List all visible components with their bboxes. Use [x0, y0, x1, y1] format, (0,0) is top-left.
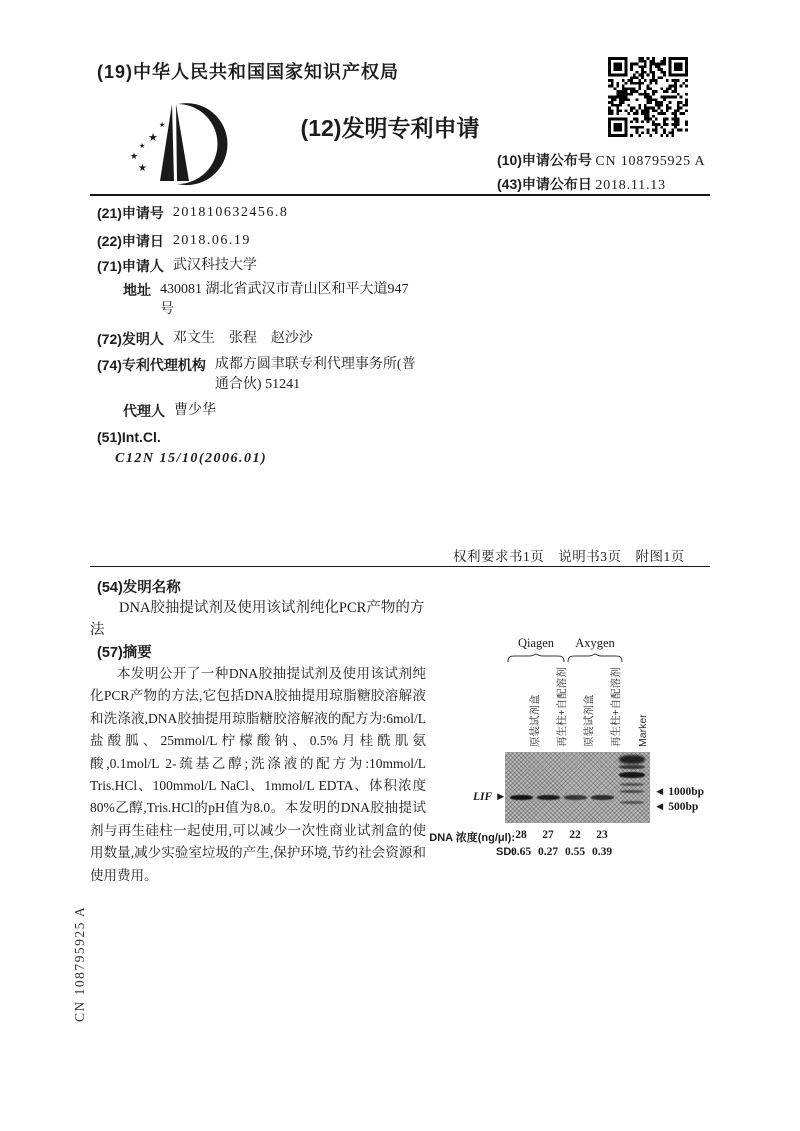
sd-label: SD:	[496, 846, 515, 858]
gel-figure	[420, 633, 780, 883]
address-row	[123, 280, 419, 320]
intcl-value: C12N 15/10(2006.01)	[115, 451, 268, 466]
lane-label-1: 原装试剂盒	[529, 694, 541, 747]
application-date-label: (22)申请日	[97, 233, 164, 249]
lif-label: LIF	[473, 791, 493, 803]
sample-band-3	[564, 795, 587, 800]
marker-smear	[619, 755, 645, 764]
lane-label-4: 再生柱+自配溶剂	[610, 667, 622, 747]
application-number-value: 201810632456.8	[172, 205, 289, 220]
section-divider	[90, 566, 710, 567]
left-arrow-icon: ◄	[654, 786, 666, 798]
logo-star-icon: ★	[159, 121, 166, 129]
logo-star-icon: ★	[138, 163, 147, 174]
invention-title: DNA胶抽提试剂及使用该试剂纯化PCR产物的方法	[90, 600, 425, 638]
document-type-title: (12)发明专利申请	[300, 115, 480, 141]
sample-band-4	[591, 795, 614, 800]
applicant-row	[97, 256, 427, 276]
brace-axygen	[567, 653, 623, 663]
publication-number-value: CN 108795925 A	[595, 154, 706, 169]
logo-star-icon: ★	[139, 142, 146, 150]
applicant-value: 武汉科技大学	[172, 258, 257, 273]
dna-concentration-label: DNA 浓度(ng/μl):	[429, 832, 515, 844]
application-date-value: 2018.06.19	[172, 233, 251, 248]
application-number-row	[97, 203, 427, 223]
sd-value-1: 0.65	[510, 846, 532, 858]
patent-office-name: (19)中华人民共和国国家知识产权局	[97, 62, 400, 82]
dna-concentration-value-3: 22	[569, 829, 581, 841]
intcl-value-row	[115, 449, 445, 469]
address-label: 地址	[123, 282, 151, 298]
lane-label-marker: Marker	[637, 714, 649, 747]
marker-500bp-label: 500bp	[668, 801, 699, 813]
right-arrow-icon: ►	[495, 791, 507, 803]
agent-value: 曹少华	[174, 403, 216, 418]
publication-date-label: (43)申请公布日	[497, 176, 592, 192]
dna-concentration-value-4: 23	[596, 829, 608, 841]
left-arrow-icon: ◄	[654, 801, 666, 813]
intcl-label: (51)Int.Cl.	[97, 429, 161, 445]
dna-concentration-value-1: 28	[515, 829, 527, 841]
marker-band	[620, 790, 644, 793]
marker-500bp	[654, 801, 698, 813]
pages-summary: 权利要求书1页 说明书3页 附图1页	[453, 549, 685, 564]
header-divider	[90, 194, 710, 196]
marker-1000bp-label: 1000bp	[668, 786, 705, 798]
inventors-value: 邓文生 张程 赵沙沙	[172, 331, 313, 346]
address-value: 430081 湖北省武汉市青山区和平大道947号	[160, 282, 409, 317]
group-label-qiagen: Qiagen	[517, 636, 555, 650]
sample-band-1	[510, 795, 533, 800]
application-date-row	[97, 231, 427, 251]
marker-band	[620, 783, 644, 786]
agency-label: (74)专利代理机构	[97, 357, 206, 373]
gel-image	[505, 752, 650, 823]
brace-qiagen	[507, 653, 565, 663]
publication-date-value: 2018.11.13	[595, 178, 666, 193]
publication-date-row	[497, 174, 666, 194]
group-label-axygen: Axygen	[575, 636, 615, 650]
marker-band	[619, 765, 645, 769]
logo-star-icon: ★	[148, 132, 158, 144]
lane-label-2: 再生柱+自配溶剂	[556, 667, 568, 747]
sample-band-2	[537, 795, 560, 800]
marker-band	[619, 772, 645, 778]
agent-label: 代理人	[123, 403, 165, 419]
abstract-label: (57)摘要	[97, 645, 152, 661]
agency-row	[97, 355, 427, 395]
application-number-label: (21)申请号	[97, 205, 164, 221]
sd-value-4: 0.39	[591, 846, 613, 858]
cnipa-logo	[126, 99, 228, 189]
lif-pointer	[473, 791, 506, 803]
sd-value-2: 0.27	[537, 846, 559, 858]
applicant-label: (71)申请人	[97, 258, 164, 274]
side-publication-number: CN 108795925 A	[72, 905, 87, 1022]
dna-concentration-value-2: 27	[542, 829, 554, 841]
logo-star-icon: ★	[130, 151, 139, 161]
inventors-label: (72)发明人	[97, 331, 164, 347]
invention-title-label: (54)发明名称	[97, 580, 181, 596]
agent-row	[123, 401, 453, 421]
marker-1000bp	[654, 786, 704, 798]
lane-label-3: 原装试剂盒	[583, 694, 595, 747]
qr-code	[608, 57, 688, 137]
sd-value-3: 0.55	[564, 846, 586, 858]
intcl-row	[97, 427, 427, 447]
agency-value: 成都方圆聿联专利代理事务所(普通合伙) 51241	[214, 357, 416, 392]
marker-band	[620, 801, 644, 804]
abstract-text: 本发明公开了一种DNA胶抽提试剂及使用该试剂纯化PCR产物的方法,它包括DNA胶抽提用琼脂糖胶溶解液和洗涤液,DNA胶抽提用琼脂糖胶溶解液的配方为:6mol/L盐酸胍、25mmol/L柠檬酸钠、0.5%月桂酰肌氨酸,0.1mol/L 2-巯基乙醇;洗涤液的配方为:10mmol/L Tris.HCl、100mmol/L NaCl、1mmol/L EDTA、体积浓度80%乙醇,Tris.HCl的pH值为8.0。本发明的DNA胶抽提试剂与再生硅柱一起使用,可以减少一次性商业试剂盒的使用数量,减少实验室垃圾的产生,保护环境,节约社会资源和使用费用。	[90, 666, 426, 883]
publication-number-row	[497, 150, 705, 170]
inventors-row	[97, 329, 427, 349]
publication-number-label: (10)申请公布号	[497, 152, 592, 168]
